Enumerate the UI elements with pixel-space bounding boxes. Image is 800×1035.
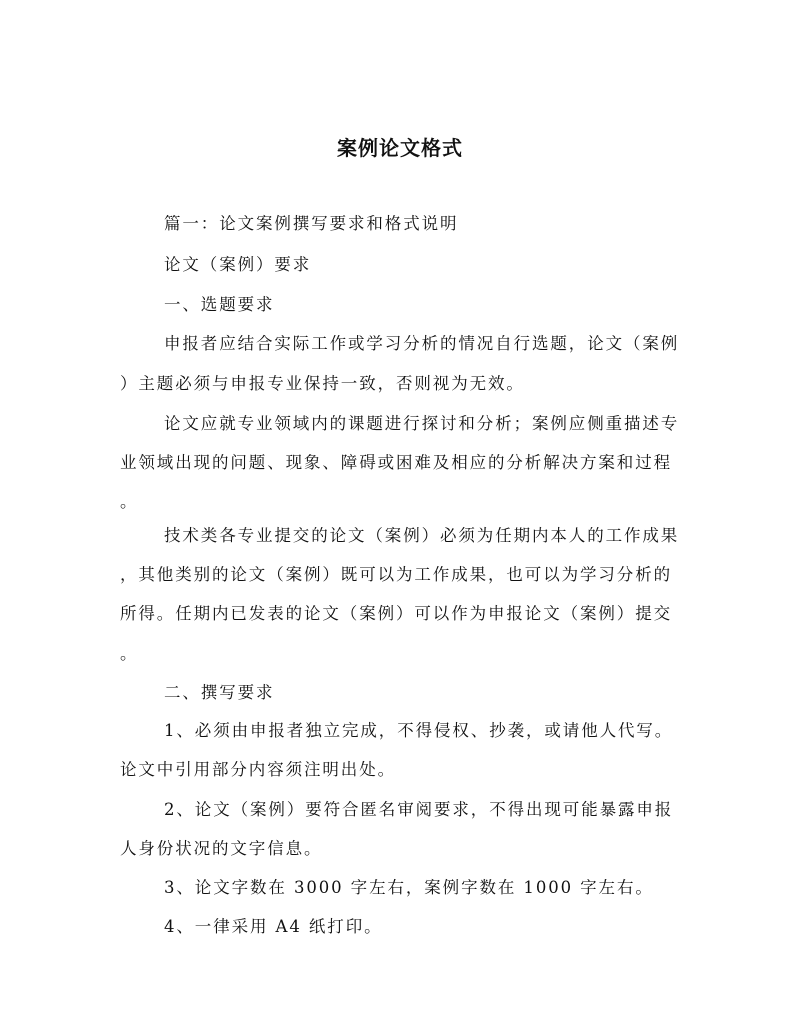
paragraph-line: 申报者应结合实际工作或学习分析的情况自行选题，论文（案例 — [164, 334, 680, 353]
paragraph-line: 3、论文字数在 3000 字左右，案例字数在 1000 字左右。 — [164, 878, 654, 897]
paragraph-line: 4、一律采用 A4 纸打印。 — [164, 917, 383, 936]
paragraph-line: 。 — [120, 492, 139, 511]
paragraph-line: 。 — [120, 644, 139, 663]
paragraph-line: ，其他类别的论文（案例）既可以为工作成果，也可以为学习分析的 — [120, 565, 672, 584]
section-heading: 二、撰写要求 — [164, 683, 275, 702]
paragraph-line: 人身份状况的文字信息。 — [120, 839, 323, 858]
subheading: 论文（案例）要求 — [164, 255, 312, 274]
paragraph-line: 论文应就专业领域内的课题进行探讨和分析；案例应侧重描述专 — [164, 414, 680, 433]
paragraph-line: 技术类各专业提交的论文（案例）必须为任期内本人的工作成果 — [164, 526, 680, 545]
paragraph-line: 业领域出现的问题、现象、障碍或困难及相应的分析解决方案和过程 — [120, 453, 672, 472]
section-heading: 篇一：论文案例撰写要求和格式说明 — [164, 214, 459, 233]
paragraph-line: ）主题必须与申报专业保持一致，否则视为无效。 — [120, 374, 525, 393]
document-title: 案例论文格式 — [337, 136, 463, 160]
paragraph-line: 1、必须由申报者独立完成，不得侵权、抄袭，或请他人代写。 — [164, 721, 674, 740]
section-heading: 一、选题要求 — [164, 295, 275, 314]
paragraph-line: 所得。任期内已发表的论文（案例）可以作为申报论文（案例）提交 — [120, 604, 672, 623]
paragraph-line: 2、论文（案例）要符合匿名审阅要求，不得出现可能暴露申报 — [164, 800, 674, 819]
paragraph-line: 论文中引用部分内容须注明出处。 — [120, 760, 396, 779]
